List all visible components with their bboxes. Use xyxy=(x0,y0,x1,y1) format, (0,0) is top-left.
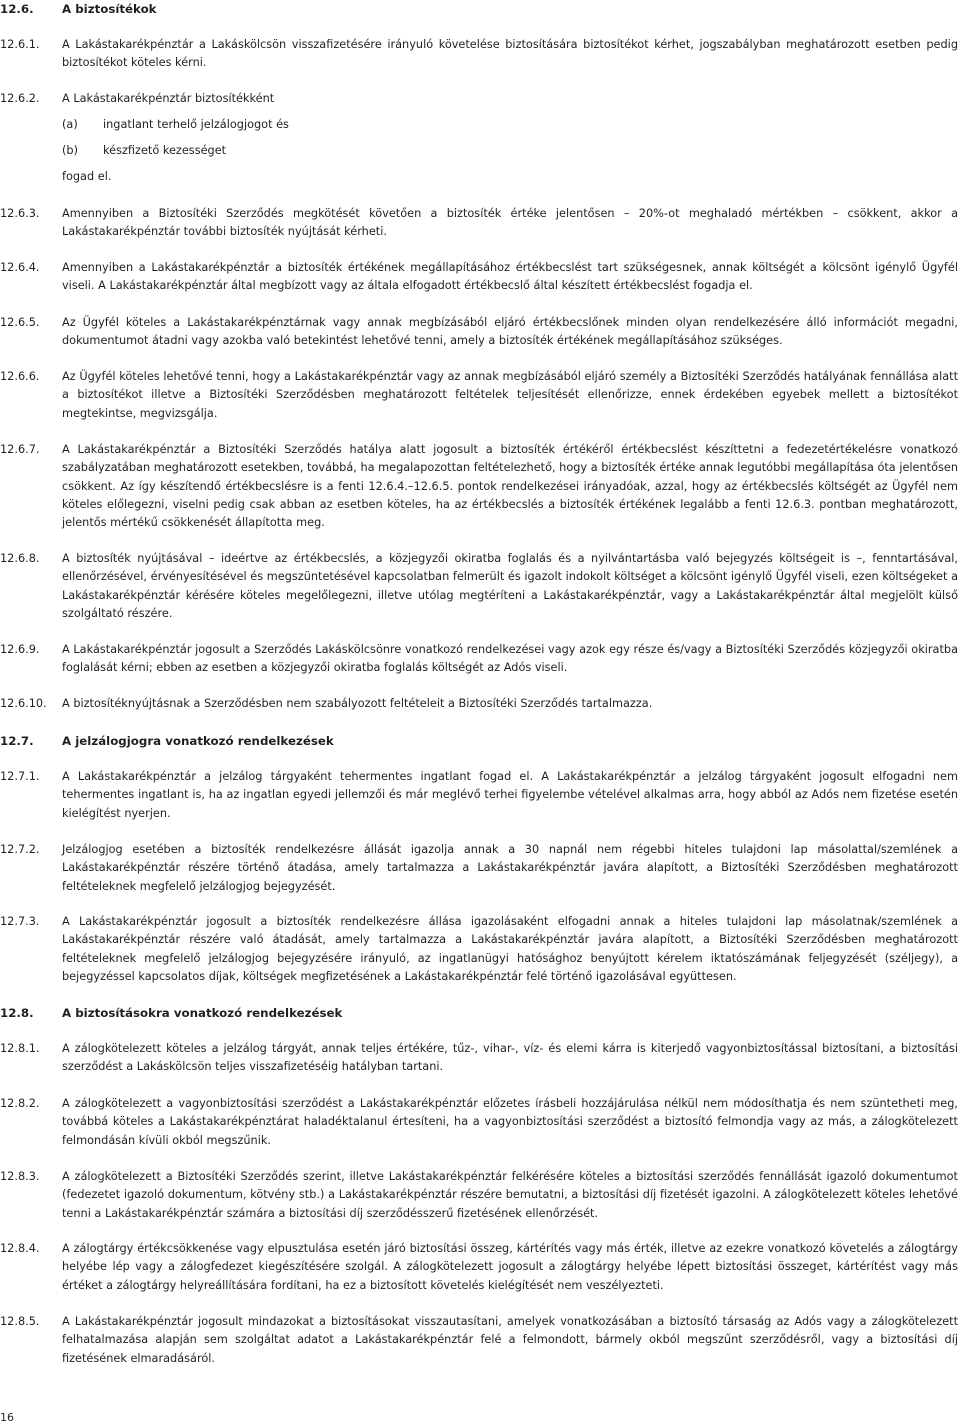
clause-number: 12.6.6. xyxy=(0,370,40,383)
clause-number: 12.8.1. xyxy=(0,1042,40,1055)
clause-12-7-3 xyxy=(0,913,958,986)
clause-number: 12.7.1. xyxy=(0,770,40,783)
clause-12-6-5 xyxy=(0,314,958,351)
clause-number: 12.6.7. xyxy=(0,443,40,456)
clause-number: 12.8.5. xyxy=(0,1315,40,1328)
clause-text: A Lakástakarékpénztár a Biztosítéki Szerződés hatálya alatt jogosult a biztosíték értékéről értékbecslést készíttetni a fedezetértékelésre vonatkozó szabályzatában meghatározott esetekben, továbbá, ha megalapozottan feltételezhető, hogy a biztosíték értéke annak legutóbbi megállapítása óta jelentősen csökkent. Az így készítendő értékbecslésre is a fenti 12.6.4.–12.6.5. pontok rendelkezései irányadóak, azzal, hogy az értékbecslés költségét az Ügyfél nem köteles előlegezni, viselni pedig csak abban az esetben köteles, ha az értékbecslés a biztosíték értékének legalább a fenti 12.6.3. pontban meghatározott, jelentős mértékű csökkenését állapította meg. xyxy=(62,443,958,530)
clause-12-6-2 xyxy=(0,90,958,108)
clause-12-6-4 xyxy=(0,259,958,296)
clause-text: A biztosítéknyújtásnak a Szerződésben nem szabályozott feltételeit a Biztosítéki Szerződés tartalmazza. xyxy=(62,697,653,710)
clause-number: 12.6.4. xyxy=(0,261,40,274)
clause-12-8-1 xyxy=(0,1040,958,1077)
clause-text: A zálogtárgy értékcsökkenése vagy elpusztulása esetén járó biztosítási összeg, kártérítés vagy más érték, illetve az ezekre vonatkozó követelés a zálogtárgy helyébe lép vagy a zálogfedezet kiegészítésére szolgál. A zálogkötelezett jogosult a zálogtárgy helyébe lépett biztosítási összeget, kártérítést vagy más értéket a zálogtárgy helyreállítására fordítani, ha ez a biztosított követelés kielégítését nem veszélyezteti. xyxy=(62,1242,958,1292)
clause-text: Jelzálogjog esetében a biztosíték rendelkezésre állását igazolja annak a 30 napnál nem régebbi hiteles tulajdoni lap másolattal/szemlének a Lakástakarékpénztár részére történő átadása, amely tartalmazza a Lakástakarékpénztár javára alapított, a Biztosítéki Szerződésben meghatározott feltételeknek megfelelő jelzálogjog bejegyzését. xyxy=(62,843,958,893)
section-number: 12.6. xyxy=(0,2,34,16)
clause-12-7-2 xyxy=(0,841,958,896)
sub-item-text: készfizető kezességet xyxy=(103,144,227,157)
clause-12-6-3 xyxy=(0,205,958,242)
clause-text: A Lakástakarékpénztár jogosult mindazokat a biztosításokat visszautasítani, amelyek vonatkozásában a biztosító társaság az Adós vagy a zálogkötelezett felhatalmazása alapján sem szolgáltat adatot a Lakástakarékpénztár felé a felmondott, bármely okból megszűnt szerződésről, vagy a biztosítási díj fizetésének elmaradásáról. xyxy=(62,1315,958,1365)
clause-number: 12.6.10. xyxy=(0,697,47,710)
clause-text: Amennyiben a Biztosítéki Szerződés megkötését követően a biztosíték értéke jelentősen – 20%-ot meghaladó mértékben – csökkent, akkor a Lakástakarékpénztár további biztosíték nyújtását kérheti. xyxy=(62,207,958,239)
clause-text: Amennyiben a Lakástakarékpénztár a biztosíték értékének megállapításához értékbecslést tart szükségesnek, annak költségét a kölcsönt igénylő Ügyfél viseli. A Lakástakarékpénztár által megbízott vagy az általa elfogadott értékbecslő által készített értékbecslést fogadja el. xyxy=(62,261,958,293)
clause-number: 12.6.2. xyxy=(0,92,40,105)
clause-text: A Lakástakarékpénztár jogosult a Szerződés Lakáskölcsönre vonatkozó rendelkezései vagy azok egy része és/vagy a Biztosítéki Szerződés közjegyzői okiratba foglalását kérni; ebben az esetben a közjegyzői okiratba foglalás költségét az Adós viseli. xyxy=(62,643,958,675)
section-title: A jelzálogjogra vonatkozó rendelkezések xyxy=(62,734,334,748)
sub-item-text: ingatlant terhelő jelzálogjogot és xyxy=(103,118,289,131)
sub-item-label: (a) xyxy=(62,118,78,131)
clause-text: A Lakástakarékpénztár a Lakáskölcsön visszafizetésére irányuló követelése biztosítására biztosítékot kérhet, jogszabályban meghatározott esetben pedig biztosítékot köteles kérni. xyxy=(62,38,958,70)
sub-item-label: (b) xyxy=(62,144,78,157)
clause-number: 12.6.1. xyxy=(0,38,40,51)
clause-number: 12.8.3. xyxy=(0,1170,40,1183)
clause-text: A zálogkötelezett köteles a jelzálog tárgyát, annak teljes értékére, tűz-, vihar-, víz- és elemi kárra is kiterjedő vagyonbiztosítással biztosítani, a biztosítási szerződést a Lakáskölcsön teljes visszafizetéséig hatályban tartani. xyxy=(62,1042,958,1074)
clause-text: Az Ügyfél köteles a Lakástakarékpénztárnak vagy annak megbízásából eljáró értékbecslőnek minden olyan rendelkezésére álló információt megadni, dokumentumot átadni vagy azokba való betekintést lehetővé tenni, amely a biztosíték értékének megállapításához szükséges. xyxy=(62,316,958,348)
clause-number: 12.6.8. xyxy=(0,552,40,565)
clause-12-8-3 xyxy=(0,1168,958,1223)
clause-12-6-9 xyxy=(0,641,958,678)
clause-text: A Lakástakarékpénztár biztosítékként xyxy=(62,92,275,105)
section-title: A biztosítékok xyxy=(62,2,157,16)
clause-text: A zálogkötelezett a vagyonbiztosítási szerződést a Lakástakarékpénztár előzetes írásbeli hozzájárulása nélkül nem módosíthatja és nem szüntetheti meg, továbbá köteles a Lakástakarékpénztárat haladéktalanul értesíteni, ha a vagyonbiztosítási szerződést a biztosító felmondja vagy az más, a zálogkötelezett felmondásán kívüli okból megszűnik. xyxy=(62,1097,958,1147)
clause-number: 12.6.3. xyxy=(0,207,40,220)
clause-number: 12.6.9. xyxy=(0,643,40,656)
clause-number: 12.7.2. xyxy=(0,843,40,856)
clause-number: 12.8.2. xyxy=(0,1097,40,1110)
clause-text: A zálogkötelezett a Biztosítéki Szerződés szerint, illetve Lakástakarékpénztár felkérésére köteles a biztosítási szerződés fennállását igazoló dokumentumot (fedezetet igazoló dokumentum, kötvény stb.) a Lakástakarékpénztár részére bemutatni, a biztosítási díj fizetését igazolni. A zálogkötelezett köteles lehetővé tenni a Lakástakarékpénztár számára a biztosítási díj szerződésszerű fizetésének ellenőrzését. xyxy=(62,1170,958,1220)
clause-12-7-1 xyxy=(0,768,958,823)
section-title: A biztosításokra vonatkozó rendelkezések xyxy=(62,1006,343,1020)
clause-12-6-10 xyxy=(0,695,958,713)
clause-number: 12.7.3. xyxy=(0,915,40,928)
clause-12-6-6 xyxy=(0,368,958,423)
clause-12-8-4 xyxy=(0,1240,958,1295)
clause-12-6-7 xyxy=(0,441,958,532)
clause-12-8-5 xyxy=(0,1313,958,1368)
page-number: 16 xyxy=(0,1411,14,1424)
clause-text: A biztosíték nyújtásával – ideértve az értékbecslés, a közjegyzői okiratba foglalás és a nyilvántartásba való bejegyzés költségeit is –, fenntartásával, ellenőrzésével, érvényesítésével és megszüntetésével kapcsolatban felmerült és igazolt indokolt költséget a kölcsönt igénylő Ügyfél viseli, ezen költségeket a Lakástakarékpénztár kérésére köteles megelőlegezni, illetve utólag megtéríteni a Lakástakarékpénztár, vagy a Lakástakarékpénztár által megjelölt külső szolgáltató részére. xyxy=(62,552,958,620)
section-number: 12.8. xyxy=(0,1006,34,1020)
clause-12-8-2 xyxy=(0,1095,958,1150)
clause-text: Az Ügyfél köteles lehetővé tenni, hogy a Lakástakarékpénztár vagy az annak megbízásából eljáró személy a Biztosítéki Szerződés hatályának fennállása alatt a biztosítékot illetve a Biztosítéki Szerződésben meghatározott feltételek teljesítését ellenőrizze, ennek érdekében egyebek mellett a biztosítékot megtekintse, megvizsgálja. xyxy=(62,370,958,420)
closing-text: fogad el. xyxy=(62,170,112,183)
clause-number: 12.6.5. xyxy=(0,316,40,329)
clause-12-6-8 xyxy=(0,550,958,623)
clause-number: 12.8.4. xyxy=(0,1242,40,1255)
clause-text: A Lakástakarékpénztár a jelzálog tárgyaként tehermentes ingatlant fogad el. A Lakástakarékpénztár a jelzálog tárgyaként jogosult elfogadni nem tehermentes ingatlant is, ha az ingatlan egyedi jellemzői és már meglévő terhei figyelembe vételével alkalmas arra, hogy abból az Adós nem fizetése esetén kielégítést nyerjen. xyxy=(62,770,958,820)
clause-text: A Lakástakarékpénztár jogosult a biztosíték rendelkezésre állása igazolásaként elfogadni annak a hiteles tulajdoni lap másolatnak/szemlének a Lakástakarékpénztár részére való átadását, amely tartalmazza a Lakástakarékpénztár javára alapított, a Biztosítéki Szerződésben meghatározott feltételeknek megfelelő jelzálogjog bejegyzésére irányuló, az ingatlanügyi hatósághoz benyújtott kérelem iktatószámának feljegyzését (széljegy), a bejegyzéssel kapcsolatos díjak, költségek megfizetésének a Lakástakarékpénztár felé történő igazolásával együttesen. xyxy=(62,915,958,983)
section-number: 12.7. xyxy=(0,734,34,748)
clause-12-6-1 xyxy=(0,36,958,73)
